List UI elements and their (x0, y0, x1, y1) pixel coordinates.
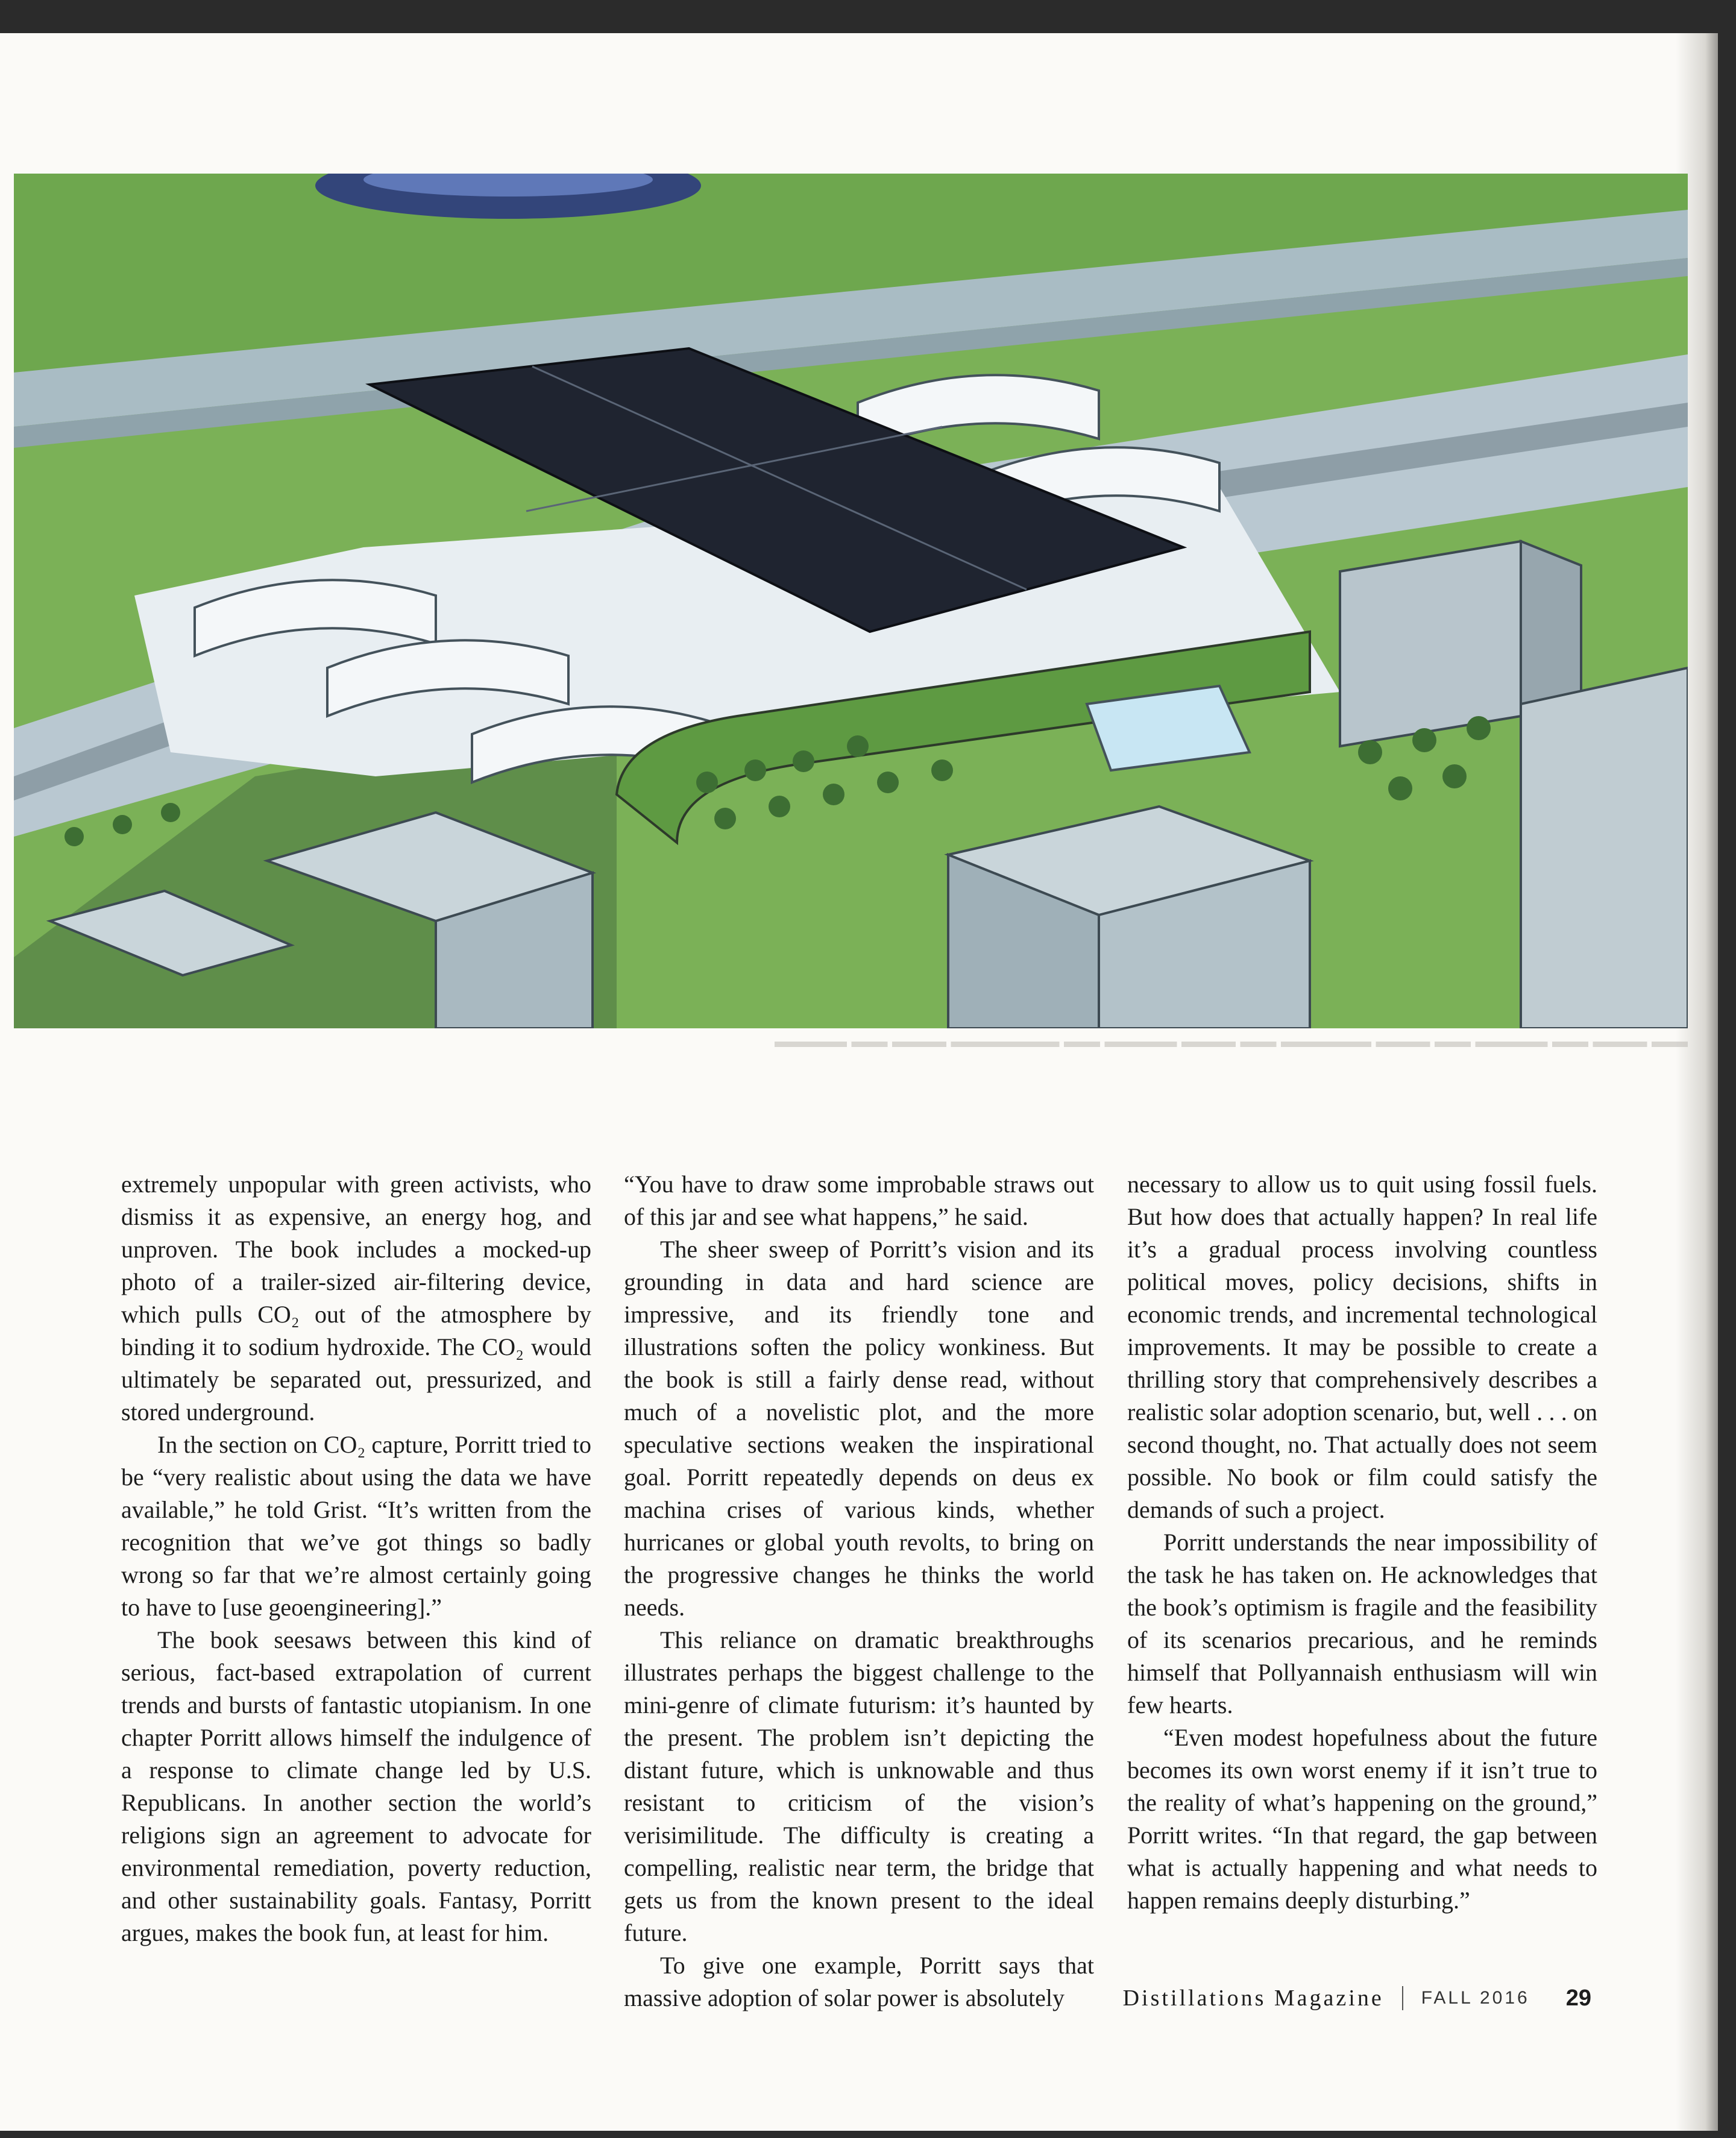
train-station-drawing (14, 174, 1688, 1028)
text-column-1 (121, 1168, 591, 1949)
paragraph: “You have to draw some improbable straws out of this jar and see what happens,” he said. (624, 1171, 1094, 1230)
paragraph: This reliance on dramatic breakthroughs illustrates perhaps the biggest challenge to the mini-genre of climate futurism: it’s haunted by the present. The problem isn’t depicting the distant future, which is unknowable and thus resistant to criticism of the vision’s verisimilitude. The difficulty is creating a compelling, realistic near term, the bridge that gets us from the known present to the ideal future. (624, 1626, 1094, 1946)
paragraph: To give one example, Porritt says that massive adoption of solar power is absolutely (624, 1952, 1094, 2011)
paragraph: Porritt understands the near impossibility of the task he has taken on. He acknowledges that the book’s optimism is fragile and the feasibility of its scenarios precarious, and he reminds himself that Pollyannaish enthusiasm will win few hearts. (1127, 1529, 1597, 1718)
station-illustration (14, 174, 1688, 1028)
paragraph: The sheer sweep of Porritt’s vision and its grounding in data and hard science are impressive, and its friendly tone and illustrations soften the policy wonkiness. But the book is still a fairly dense read, without much of a novelistic plot, and the more speculative sections weaken the inspirational goal. Porritt repeatedly depends on deus ex machina crises of various kinds, whether hurricanes or global youth revolts, to bring on the progressive changes he thinks the world needs. (624, 1236, 1094, 1621)
text-column-2 (624, 1168, 1094, 2014)
page-number: 29 (1565, 1985, 1591, 2011)
magazine-name: Distillations Magazine (1122, 1986, 1384, 2011)
show-through-text: ▬▬ ▬▬▬ ▬▬ ▬▬▬▬ ▬▬ ▬▬▬ ▬▬▬▬▬ ▬▬ ▬▬▬ ▬▬▬▬ ▬▬ ▬▬▬▬▬▬ ▬▬▬ ▬▬ ▬▬▬▬ (775, 1031, 1688, 1051)
paragraph: “Even modest hopefulness about the future becomes its own worst enemy if it isn’t true to the reality of what’s happening on the ground,” Porritt writes. “In that regard, the gap between what is actually happening and what needs to happen remains deeply disturbing.” (1127, 1724, 1597, 1914)
footer-divider (1402, 1986, 1403, 2010)
page-footer (1123, 1983, 1591, 2013)
paragraph: In the section on CO₂ capture, Porritt tried to be “very realistic about using the data we have available,” he told Grist. “It’s written from the recognition that we’ve got things so badly wrong so far that we’re almost certainly going to have to [use geoengineering].” (121, 1431, 591, 1621)
paragraph: necessary to allow us to quit using fossil fuels. But how does that actually happen? In real life it’s a gradual process involving countless political moves, policy decisions, shifts in economic trends, and incremental technological improvements. It may be possible to create a thrilling story that comprehensively describes a realistic solar adoption scenario, but, well . . . on second thought, no. That actually does not seem possible. No book or film could satisfy the demands of such a project. (1127, 1171, 1597, 1523)
text-column-3 (1127, 1168, 1597, 1917)
paragraph: The book seesaws between this kind of serious, fact-based extrapolation of current trends and bursts of fantastic utopianism. In one chapter Porritt allows himself the indulgence of a response to climate change led by U.S. Republicans. In another section the world’s religions sign an agreement to advocate for environmental remediation, poverty reduction, and other sustainability goals. Fantasy, Porritt argues, makes the book fun, at least for him. (121, 1626, 591, 1946)
paragraph: extremely unpopular with green activists, who dismiss it as expensive, an energy hog, and unproven. The book includes a mocked-up photo of a trailer-sized air-filtering device, which pulls CO₂ out of the atmosphere by binding it to sodium hydroxide. The CO₂ would ultimately be separated out, pressurized, and stored underground. (121, 1171, 591, 1426)
issue-label: FALL 2016 (1421, 1988, 1530, 2008)
